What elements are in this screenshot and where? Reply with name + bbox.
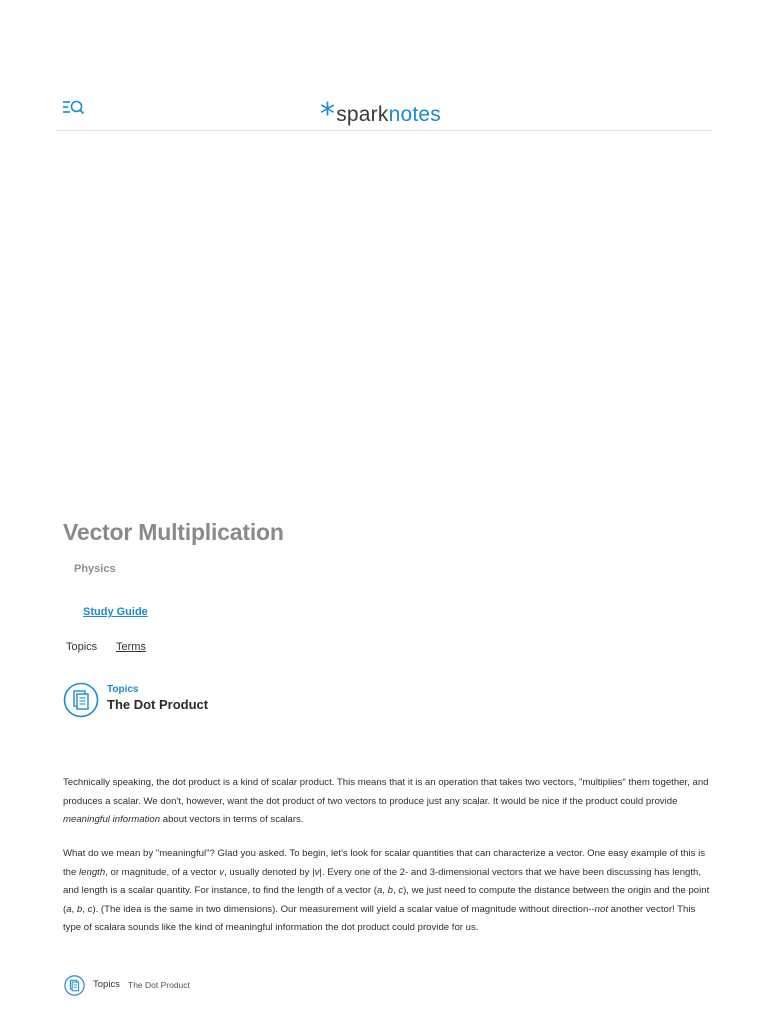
text: ). (The idea is the same in two dimensions). Our measurement will yield a scalar value of magnitude without direction-- <box>92 903 595 915</box>
text: , <box>82 903 88 915</box>
menu-search-icon[interactable] <box>62 98 86 118</box>
text: about vectors in terms of scalars. <box>160 814 304 825</box>
text: , or magnitude, of a vector <box>105 866 220 878</box>
tab-terms[interactable]: Terms <box>116 641 146 653</box>
text: |. Every one of the 2- and 3-dimensional vectors that we have been discussing has length, and length is a scalar quantity. For instance, to find the length of a vector ( <box>63 866 702 896</box>
emphasis: c <box>398 885 404 896</box>
emphasis: v <box>219 866 225 878</box>
paragraph <box>63 845 711 938</box>
emphasis: meaningful information <box>63 814 161 825</box>
book-pages-icon <box>63 682 99 718</box>
emphasis: c <box>87 903 93 915</box>
logo-asterisk: * <box>320 97 336 132</box>
emphasis: length <box>79 866 106 878</box>
emphasis: a <box>66 903 72 915</box>
study-guide-link[interactable]: Study Guide <box>83 606 148 618</box>
section-kicker[interactable]: Topics <box>107 684 139 695</box>
text: , usually denoted by | <box>224 866 315 878</box>
text: , <box>71 903 77 915</box>
text: What do we mean by "meaningful"? Glad you asked. To begin, let's look for scalar quantities that can characterize a vector. One easy example of this is the <box>63 848 705 878</box>
text: another vector! This type of scalara sounds like the kind of meaningful information the dot product could provide for us. <box>63 903 696 933</box>
page-title: Vector Multiplication <box>63 519 284 545</box>
emphasis: not <box>594 903 609 915</box>
logo-spark: spark <box>336 103 389 126</box>
book-pages-icon <box>64 975 85 996</box>
emphasis: a <box>376 885 383 896</box>
emphasis: v <box>314 866 320 878</box>
breadcrumb-current: The Dot Product <box>128 980 190 990</box>
section-title: The Dot Product <box>107 697 209 712</box>
site-header <box>56 84 712 131</box>
logo-notes: notes <box>388 103 441 126</box>
text: ), we just need to compute the distance between the origin and the point ( <box>63 885 710 915</box>
sparknotes-logo[interactable] <box>320 94 441 132</box>
breadcrumb-topics-link[interactable]: Topics <box>93 979 120 990</box>
tab-topics[interactable]: Topics <box>66 641 98 653</box>
paragraph <box>63 774 711 830</box>
emphasis: b <box>387 885 393 896</box>
emphasis: b <box>76 903 83 915</box>
text: , <box>392 885 399 896</box>
text: Technically speaking, the dot product is a kind of scalar product. This means that it is an operation that takes two vectors, "multiplies" them together, and produces a scalar. We don't, however, want the dot product of two vectors to produce just any scalar. It would be nice if the product could provide <box>63 777 709 807</box>
subject-label[interactable]: Physics <box>74 563 116 575</box>
text: , <box>382 885 388 896</box>
